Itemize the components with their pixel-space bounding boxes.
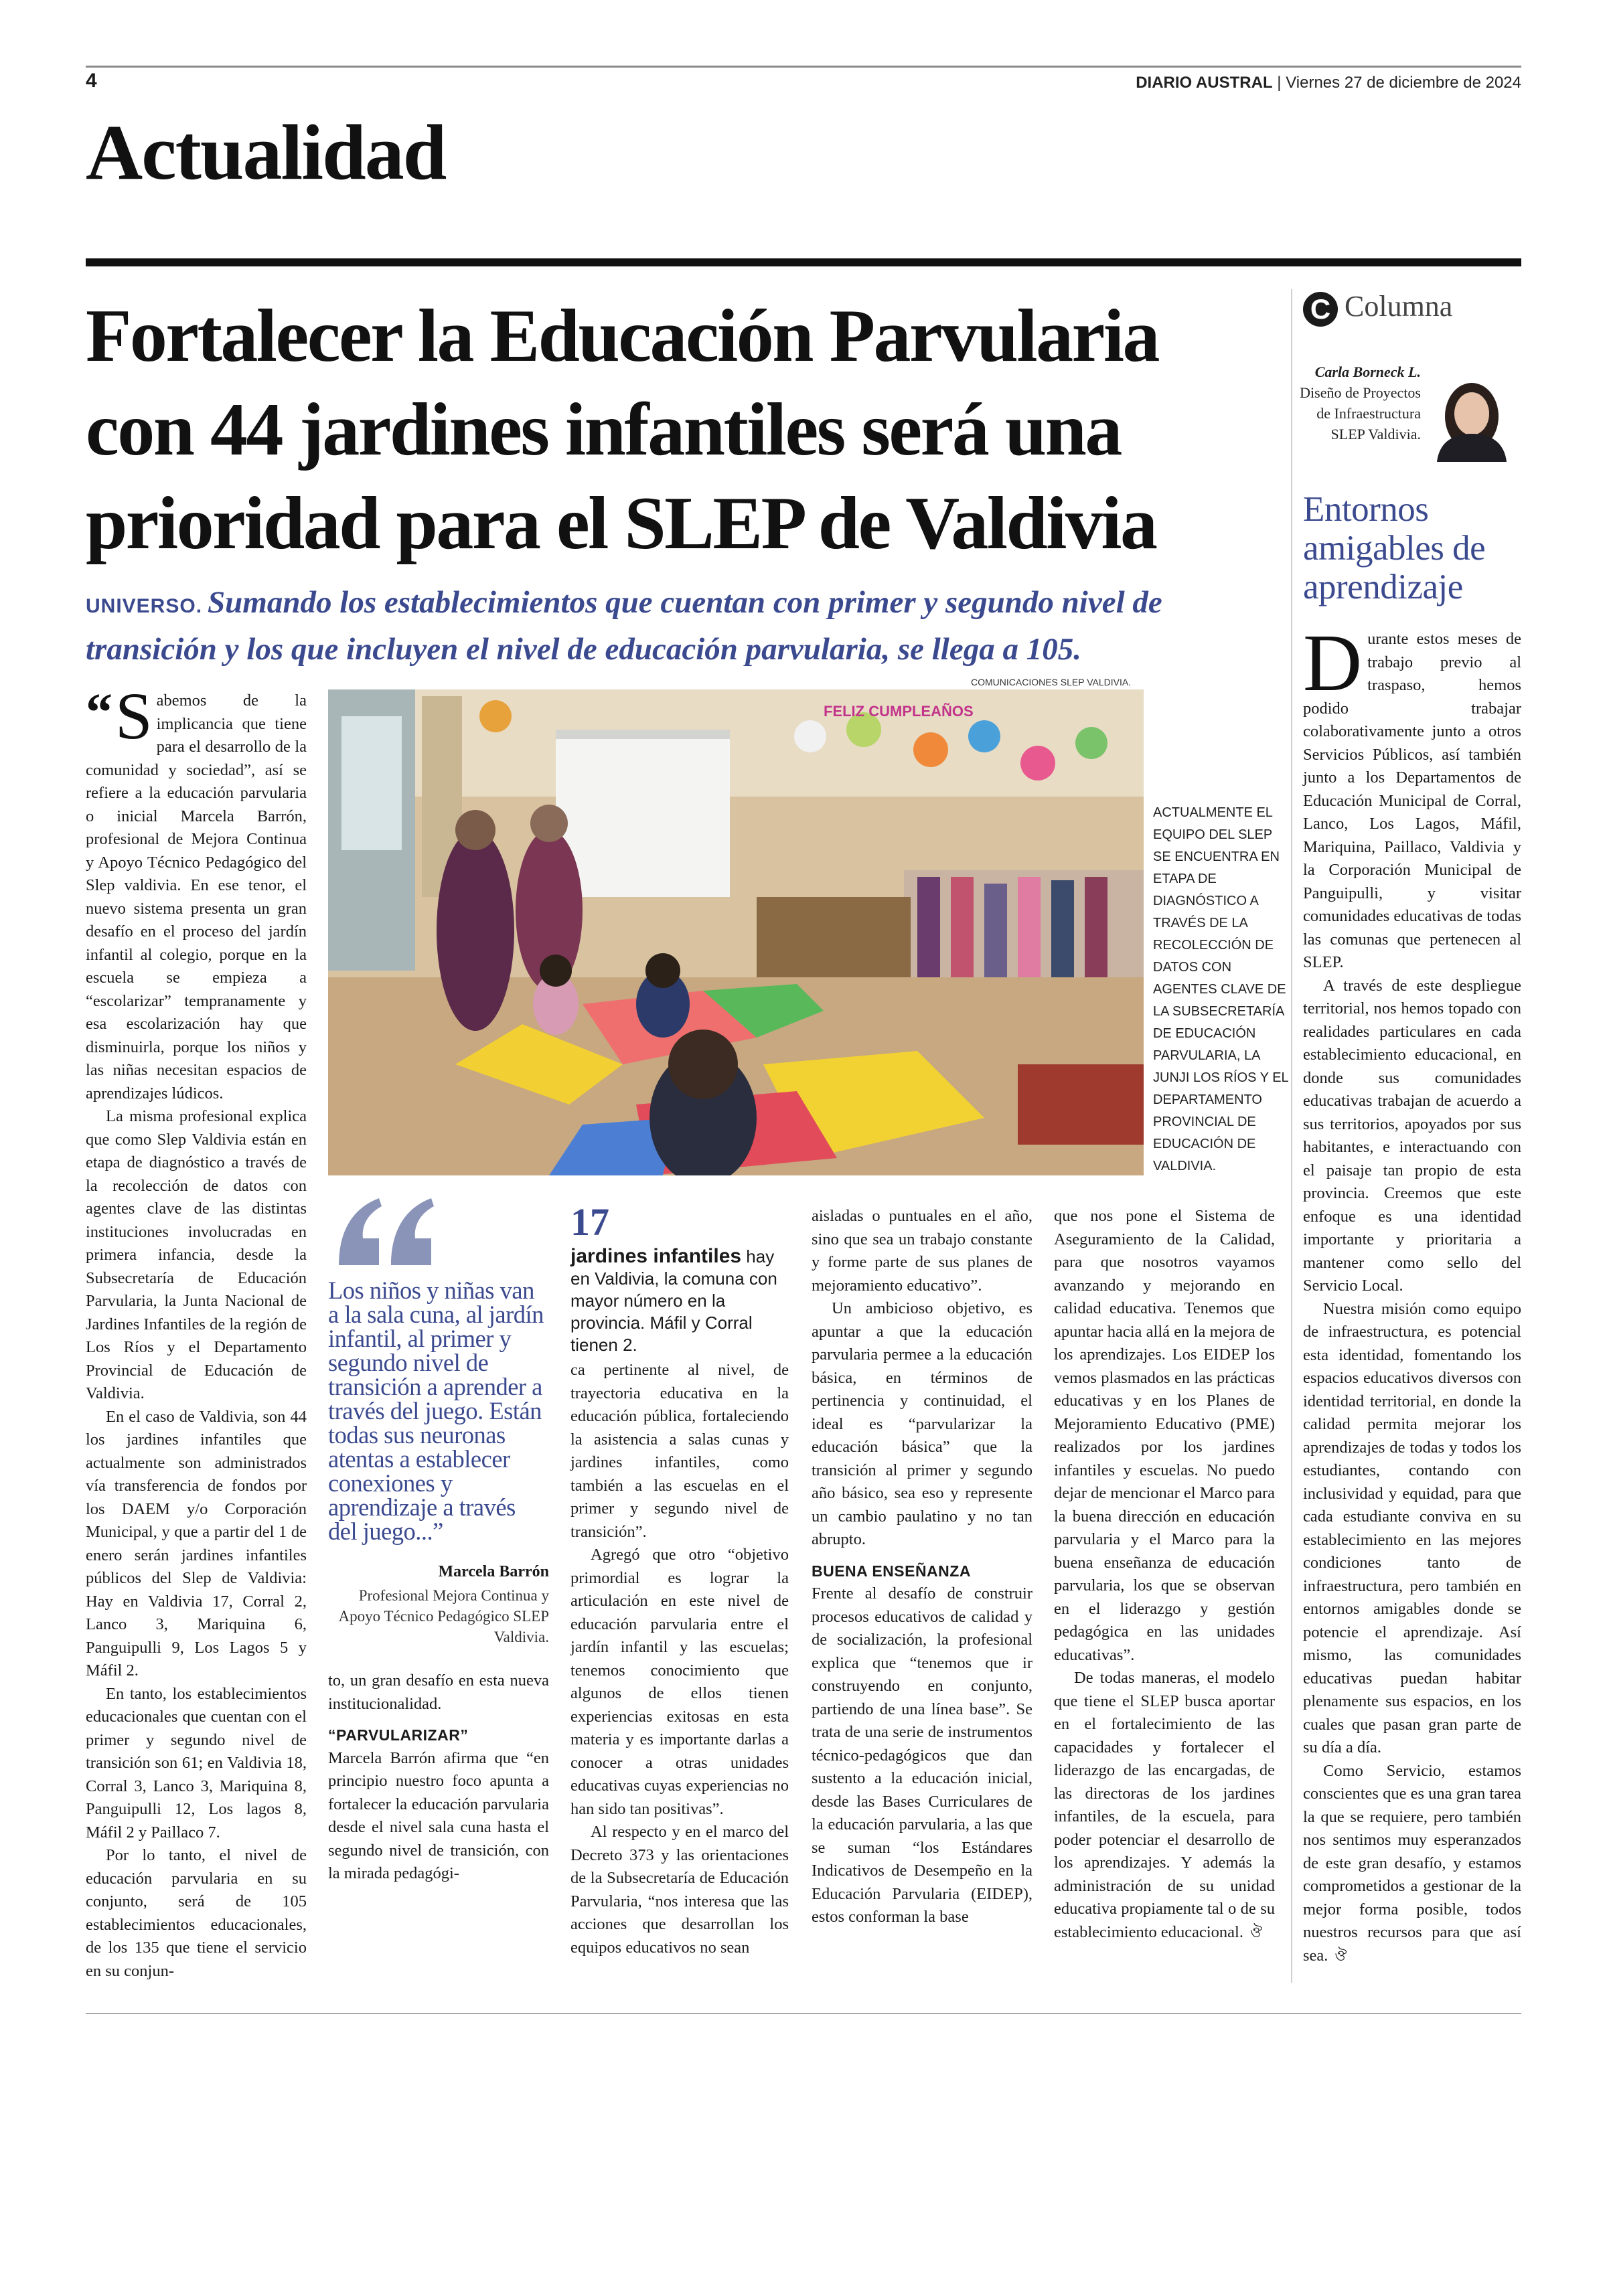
paragraph: Por lo tanto, el nivel de educación parvularia en su conjunto, será de 105 establecimientos educacionales, de los 135 que tiene el servicio en su conjun- bbox=[86, 1846, 307, 1980]
column-tag-label: Columna bbox=[1345, 290, 1453, 323]
column-c-icon: C bbox=[1303, 292, 1338, 327]
photo-caption: ACTUALMENTE EL EQUIPO DEL SLEP SE ENCUENTRA EN ETAPA DE DIAGNÓSTICO A TRAVÉS DE LA RECOLECCIÓN DE DATOS CON AGENTES CLAVE DE LA SUBSECRETARÍA DE EDUCACIÓN PARVULARIA, LA JUNJI LOS RÍOS Y EL DEPARTAMENTO PROVINCIAL DE EDUCACIÓN DE VALDIVIA. bbox=[1153, 805, 1288, 1173]
headline-line: prioridad para el SLEP de Valdivia bbox=[86, 482, 1156, 565]
paragraph: Marcela Barrón afirma que “en principio nuestro foco apunta a fortalecer la educación parvularia desde el nivel sala cuna hasta el segundo nivel de transición, con la mirada pedagógi- bbox=[328, 1748, 549, 1882]
paragraph: En el caso de Valdivia, son 44 los jardines infantiles que actualmente son administrados vía transferencia de fondos por los DAEM y/o Corporación Municipal, y que a partir del 1 de enero serán jardines infantiles públicos del Slep de Valdivia: Hay en Valdivia 17, Corral 2, Lanco 3, Mariquina 6, Panguipulli 9, Los Lagos 5 y Máfil 2. bbox=[86, 1407, 307, 1679]
deck-text: Sumando los establecimientos que cuentan con primer y segundo nivel de transición y los que incluyen el nivel de educación parvularia, se llega a 105. bbox=[86, 585, 1162, 667]
paragraph: aisladas o puntuales en el año, sino que sea un trabajo constante y forme parte de sus planes de mejoramiento educativo”. bbox=[812, 1207, 1032, 1295]
paragraph: que nos pone el Sistema de Aseguramiento de la Calidad, para que nosotros vayamos avanzando y mejorando en calidad educativa. Tenemos que apuntar hacia allá en la mejora de los aprendizajes. Los EIDEP los vemos plasmados en las prácticas educativas y en los Planes de Mejoramiento Educativo (PME) realizados por los jardines infantiles y escuelas. No puedo dejar de mencionar el Marco para la buena dirección en educación parvularia y el Marco para la buena enseñanza de educación parvularia, los que se observan en el liderazgo y gestión pedagógica en las unidades educativas”. bbox=[1054, 1207, 1275, 1664]
article-column-4 bbox=[812, 1205, 1032, 1929]
paragraph: Frente al desafío de construir procesos educativos de calidad y de socialización, la profesional explica que “tenemos que ir construyendo en conjunto, partiendo de una línea base”. Se trata de una serie de instrumentos técnico-pedagógicos que dan sustento a la educación inicial, desde las Bases Curriculares de la educación parvularia, a las que se suman “los Estándares Indicativos de Desempeño en la Educación Parvularia (EIDEP), estos conforman la base bbox=[812, 1584, 1032, 1926]
headline-line: Fortalecer la Educación Parvularia bbox=[86, 295, 1158, 378]
quote-author: Marcela Barrón bbox=[438, 1563, 549, 1580]
masthead-date: Viernes 27 de diciembre de 2024 bbox=[1286, 74, 1521, 92]
paragraph-text: abemos de la implicancia que tiene para el desarrollo de la comunidad y sociedad”, así se refiere a la educación parvularia o inicial Marcela Barrón, profesional de Mejora Continua y Apoyo Técnico Pedagógico del Slep valdivia. En ese tenor, el nuevo sistema presenta un gran desafío en el proceso del jardín infantil al colegio, porque en la escuela se empieza a “escolarizar” tempranamente y esa escolarización hay que disminuirla, porque los niños y las niñas necesitan espacios de aprendizajes lúdicos. bbox=[86, 691, 307, 1102]
paragraph: Nuestra misión como equipo de infraestructura, es potencial esta identidad, fomentando los espacios educativos diversos con identidad territorial, en donde la calidad permita mejorar los aprendizajes de todas y todos los estudiantes, contando con inclusividad y equidad, para que cada estudiante conviva en su establecimiento en las mejores condiciones tanto de infraestructura, pero también en entornos amigables donde se potencie el aprendizaje. Así mismo, las comunidades educativas puedan habitar plenamente sus espacios, en los cuales que pasan gran parte de su día a día. bbox=[1303, 1299, 1521, 1756]
birthday-banner: FELIZ CUMPLEAÑOS bbox=[824, 703, 974, 720]
paragraph bbox=[1054, 1667, 1275, 1945]
masthead-name: DIARIO AUSTRAL bbox=[1136, 74, 1273, 92]
subheading: BUENA ENSEÑANZA bbox=[812, 1562, 971, 1580]
article-column-1 bbox=[86, 679, 307, 1983]
quote-author-role: Profesional Mejora Continua y Apoyo Técnico Pedagógico SLEP Valdivia. bbox=[338, 1587, 549, 1645]
fact-bold: jardines infantiles bbox=[570, 1245, 742, 1267]
paragraph bbox=[1303, 1760, 1521, 1969]
pull-quote: Los niños y niñas van a la sala cuna, al jardín infantil, al primer y segundo nivel de transición a aprender a través del juego. Están todas sus neuronas atentas a establecer conexiones y aprendizaje a través del juego...” bbox=[328, 1277, 544, 1545]
paragraph: La misma profesional explica que como Slep Valdivia están en etapa de diagnóstico a través de la recolección de datos con agentes clave de las distintas instituciones involucradas en primera infancia, desde la Subsecretaría de Educación Parvularia, la Junta Nacional de Jardines Infantiles de la región de Los Ríos y el Departamento Provincial de Educación de Valdivia. bbox=[86, 1107, 307, 1402]
classroom-photo bbox=[328, 689, 1144, 1175]
article-column-2 bbox=[328, 1669, 549, 1886]
column-separator bbox=[1291, 289, 1292, 1983]
paragraph: Un ambicioso objetivo, es apuntar a que la educación parvularia permee a la educación básica, en términos de pertinencia y continuidad, el ideal es “parvularizar la educación básica” que la transición al primer y segundo año básico, sea eso y represente un cambio paulatino y no tan abrupto. bbox=[812, 1299, 1032, 1548]
fact-text bbox=[570, 1245, 789, 1356]
classroom-illustration bbox=[328, 689, 1144, 1175]
page-number: 4 bbox=[86, 70, 97, 92]
column-title: Entornos amigables de aprendizaje bbox=[1303, 490, 1486, 606]
paragraph: A través de este despliegue territorial, nos hemos topado con realidades particulares en cada establecimiento educacional, en donde sus comunidades educativas trabajan de acuerdo a sus territorios, apoyados por sus habitantes, e interactuando con el paisaje tan propio de esta provincia. Creemos que este enfoque es una identidad importante y prioritaria a mantener como sello del Servicio Local. bbox=[1303, 976, 1521, 1295]
masthead-divider: | bbox=[1277, 74, 1286, 92]
headline bbox=[86, 289, 1278, 570]
paragraph-text: urante estos meses de trabajo previo al traspaso, hemos podido trabajar colaborativamente junto a otros Servicios Públicos, así también junto a los Departamentos de Educación Municipal de Corral, Lanco, Los Lagos, Máfil, Mariquina, Paillaco, Valdivia y la Corporación Municipal de Panguipulli, y visitar comunidades educativas de todas las comunas que pertenecen al SLEP. bbox=[1303, 630, 1521, 971]
end-mark-icon: ঔ bbox=[1334, 1947, 1347, 1965]
end-mark-icon: ঔ bbox=[1249, 1924, 1263, 1941]
deck bbox=[86, 581, 1278, 671]
kicker: UNIVERSO. bbox=[86, 595, 203, 617]
section-title: Actualidad bbox=[86, 108, 446, 196]
fact-body: hay en Valdivia, la comuna con mayor número en la provincia. Máfil y Corral tienen 2. bbox=[570, 1246, 777, 1355]
bottom-rule bbox=[86, 2013, 1521, 2014]
lead-paragraph bbox=[86, 679, 307, 1105]
paragraph-text: Como Servicio, estamos conscientes que es una gran tarea la que se requiere, pero también nos sentimos muy esperanzados de este gran desafío, y estamos comprometidos a gestionar de la mejor forma posible, todos nuestros recursos para que así sea. bbox=[1303, 1761, 1521, 1965]
paragraph: Al respecto y en el marco del Decreto 373 y las orientaciones de la Subsecretaría de Educación Parvularia, “nos interesa que las acciones que desarrollan los equipos educativos no sean bbox=[570, 1823, 789, 1957]
column-body bbox=[1303, 618, 1521, 1968]
article-column-3 bbox=[570, 1359, 789, 1959]
column-author bbox=[1292, 361, 1421, 444]
paragraph: ca pertinente al nivel, de trayectoria educativa en la educación pública, fortaleciendo la asistencia a salas cunas y jardines infantiles, como también a las escuelas en el primer y segundo nivel de transición”. bbox=[570, 1361, 789, 1541]
author-name: Carla Borneck L. bbox=[1314, 363, 1421, 380]
article-column-5 bbox=[1054, 1205, 1275, 1945]
author-portrait bbox=[1430, 375, 1513, 462]
quote-mark-icon bbox=[332, 1192, 439, 1272]
masthead bbox=[1136, 74, 1521, 92]
paragraph: Agregó que otro “objetivo primordial es lograr la articulación en este nivel de educación parvularia entre el jardín infantil y las escuelas; tenemos conocimiento que algunos de ellos tienen experiencias exitosas en esta materia y es importante darlas a conocer a otras unidades educativas cuyas experiencias no han sido tan positivas”. bbox=[570, 1546, 789, 1818]
photo-credit: COMUNICACIONES SLEP VALDIVIA. bbox=[971, 677, 1132, 687]
paragraph: En tanto, los establecimientos educacionales que cuentan con el primer y segundo nivel de transición son 61; en Valdivia 18, Corral 3, Lanco 3, Mariquina 8, Panguipulli 12, Los lagos 8, Máfil 2 y Paillaco 7. bbox=[86, 1684, 307, 1841]
lead-paragraph bbox=[1303, 618, 1521, 975]
drop-quote: “ bbox=[86, 683, 112, 742]
drop-cap: S bbox=[115, 679, 153, 753]
paragraph: to, un gran desafío en esta nueva institucionalidad. bbox=[328, 1671, 549, 1713]
top-rule bbox=[86, 66, 1521, 68]
fact-number: 17 bbox=[570, 1200, 609, 1244]
section-rule bbox=[86, 258, 1521, 266]
drop-cap: D bbox=[1303, 618, 1363, 708]
author-role: Diseño de Proyectos de Infraestructura SLEP Valdivia. bbox=[1300, 384, 1421, 442]
subheading: “PARVULARIZAR” bbox=[328, 1726, 469, 1744]
headline-line: con 44 jardines infantiles será una bbox=[86, 388, 1121, 471]
paragraph-text: De todas maneras, el modelo que tiene el SLEP busca aportar en el fortalecimiento de las capacidades y fortalecer el liderazgo de las encargadas, de las directoras de los jardines infantiles, de la escuela, para poder potenciar el desarrollo de los aprendizajes. Y además la administración de su unidad educativa propiamente tal o de su establecimiento educacional. bbox=[1054, 1669, 1275, 1941]
column-tag bbox=[1303, 289, 1452, 327]
